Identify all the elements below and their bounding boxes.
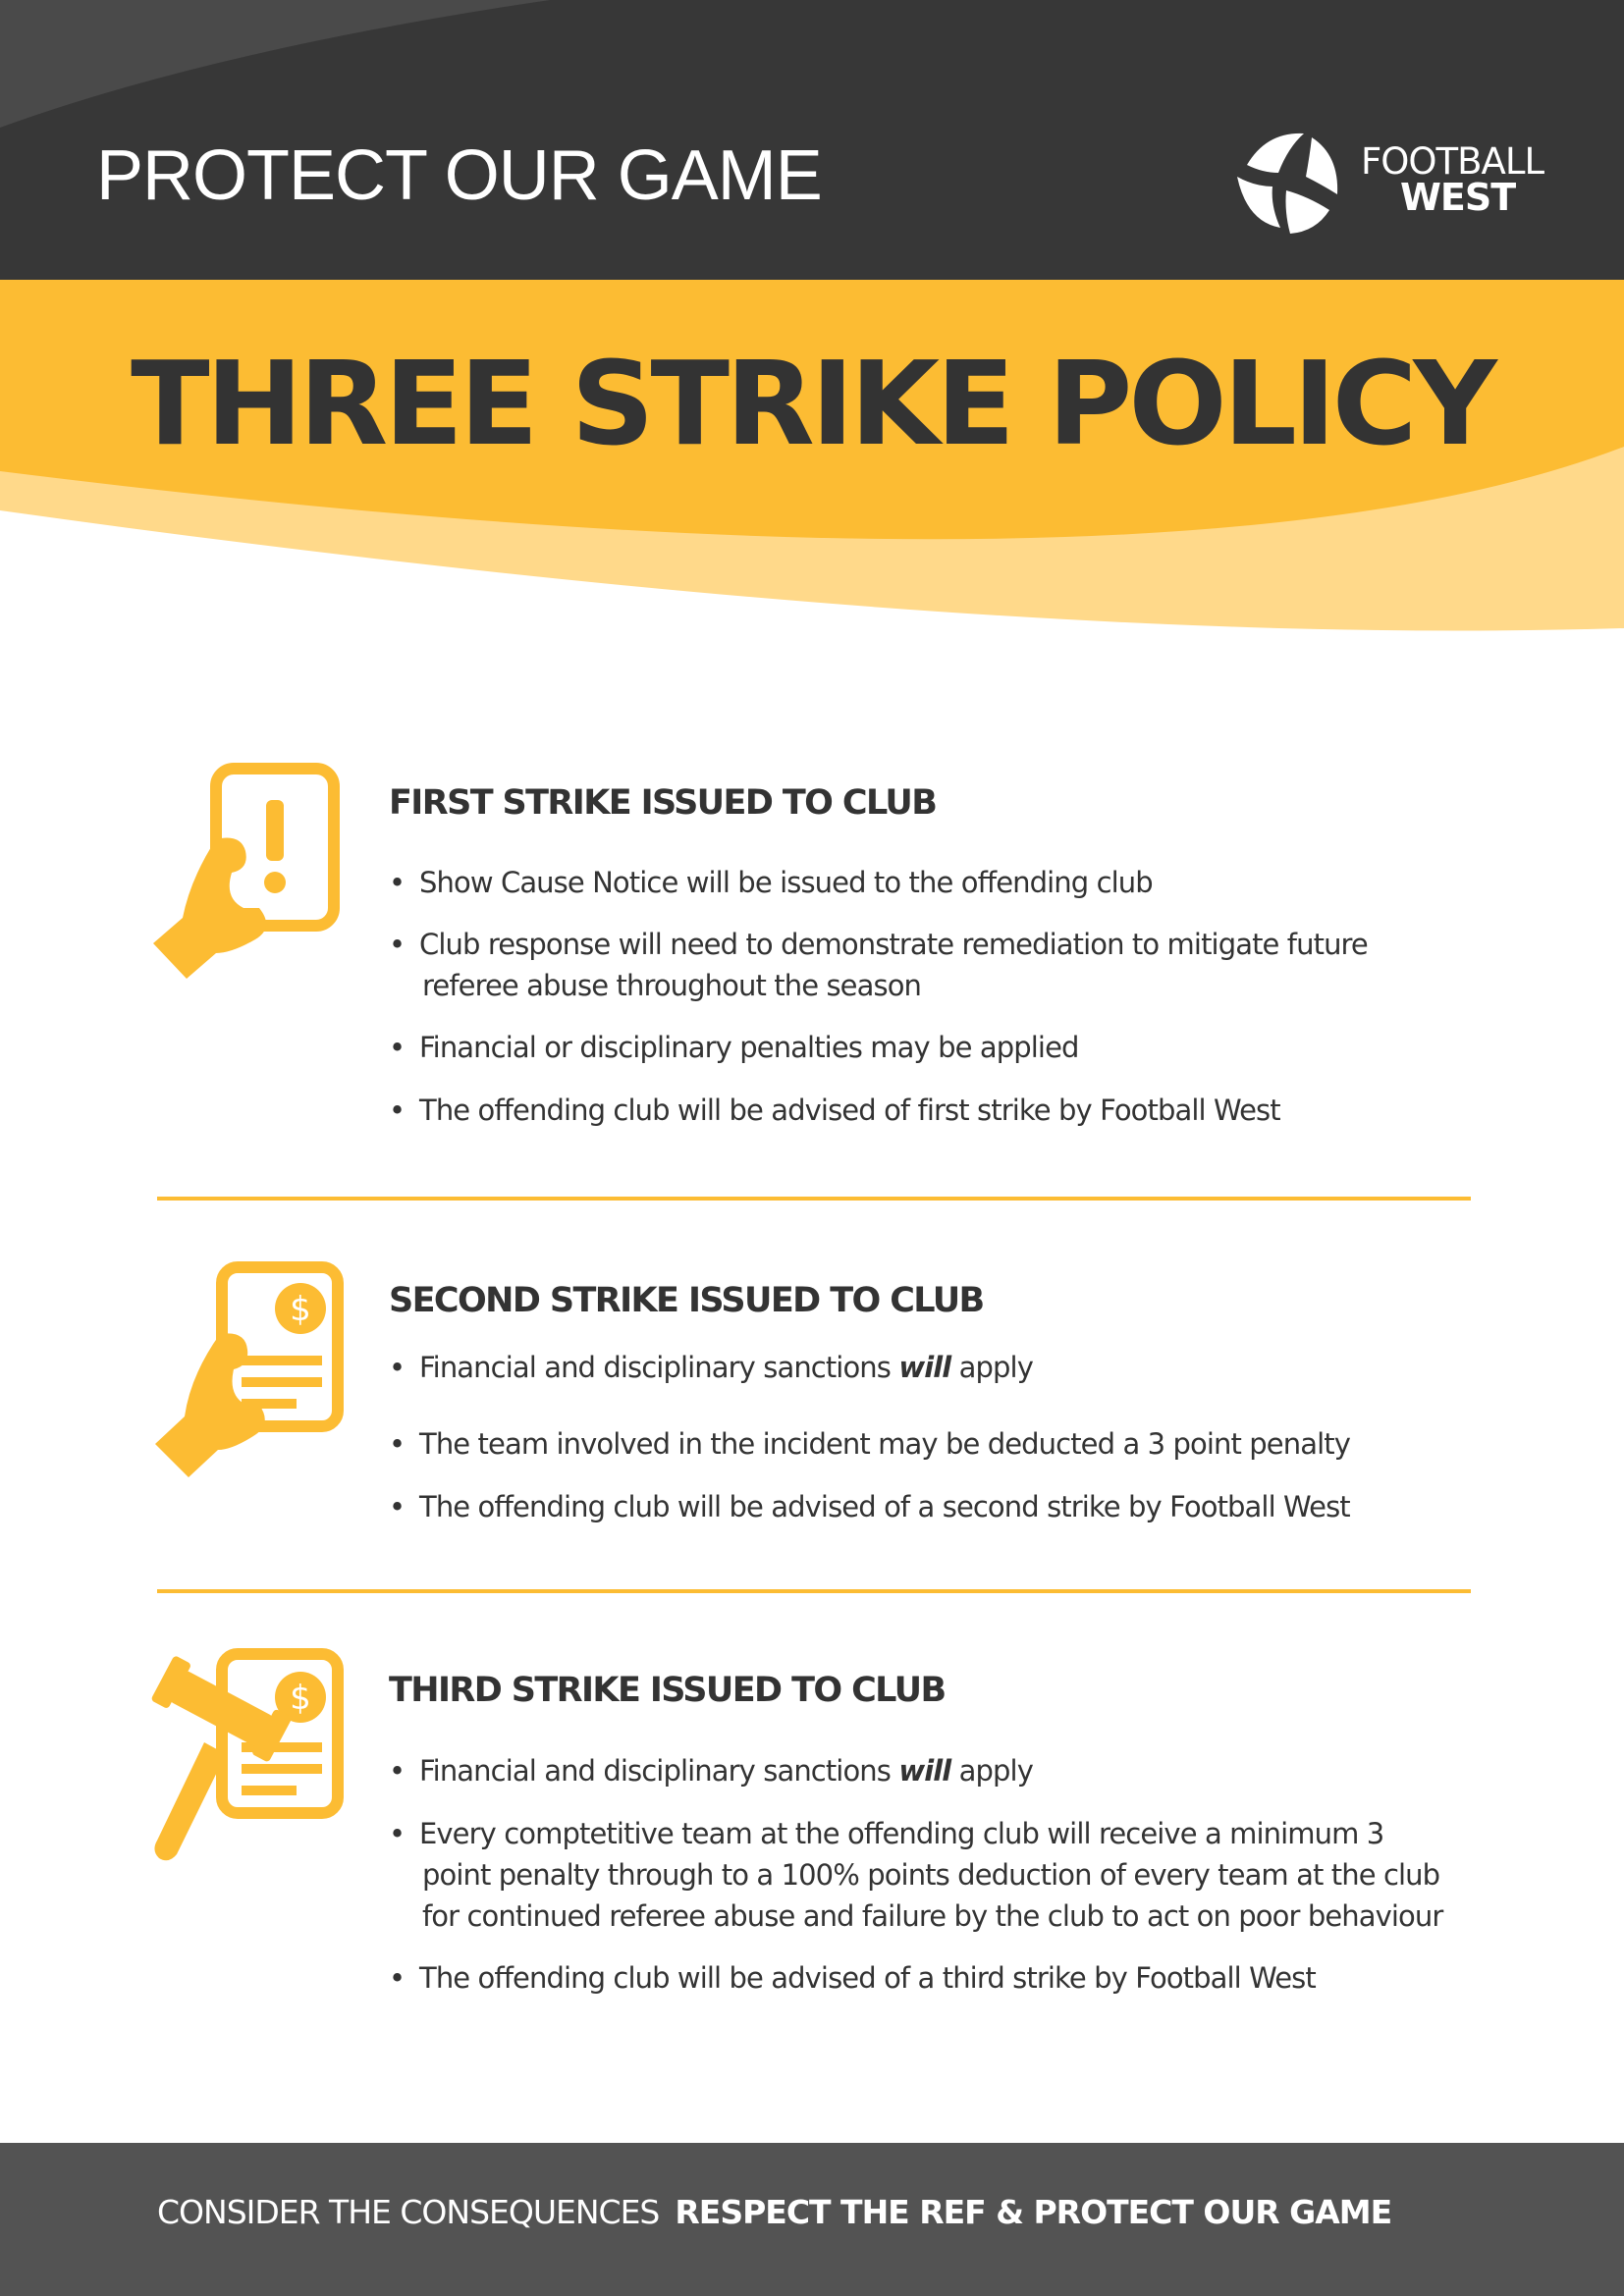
strike-3-bullet-2: • Every comptetitive team at the offending club will receive a minimum 3 point penalty through to a 100% points deduction of every team at the club for continued referee abuse and failure by the club to act on poor behaviour	[389, 1817, 1443, 1933]
strike-2-bullet-2: • The team involved in the incident may be deducted a 3 point penalty	[389, 1427, 1350, 1461]
svg-text:$: $	[290, 1290, 311, 1329]
svg-text:$: $	[290, 1679, 311, 1718]
section-divider	[157, 1197, 1471, 1201]
strike-1-bullet-2: • Club response will need to demonstrate remediation to mitigate future referee abuse throughout the season	[389, 928, 1368, 1002]
section-divider	[157, 1589, 1471, 1593]
hand-holding-warning-card-icon	[147, 761, 353, 987]
logo-text-football: FOOTBALL	[1361, 140, 1544, 183]
logo-text-west: WEST	[1400, 176, 1516, 219]
strike-2-bullet-1: • Financial and disciplinary sanctions will apply	[389, 1351, 1033, 1384]
policy-title: THREE STRIKE POLICY	[131, 336, 1493, 471]
football-west-emblem	[1227, 130, 1343, 238]
hand-holding-invoice-icon	[147, 1259, 353, 1485]
footer-tagline: CONSIDER THE CONSEQUENCES RESPECT THE REF & PROTECT OUR GAME	[157, 2193, 1392, 2231]
strike-1-heading: FIRST STRIKE ISSUED TO CLUB	[389, 783, 937, 823]
strike-3-bullet-1: • Financial and disciplinary sanctions will apply	[389, 1754, 1033, 1788]
strike-2-bullet-3: • The offending club will be advised of a second strike by Football West	[389, 1490, 1350, 1523]
strike-2-heading: SECOND STRIKE ISSUED TO CLUB	[389, 1281, 984, 1320]
strike-1-bullet-1: • Show Cause Notice will be issued to the offending club	[389, 866, 1153, 899]
strike-1-bullet-4: • The offending club will be advised of first strike by Football West	[389, 1094, 1280, 1127]
strike-3-heading: THIRD STRIKE ISSUED TO CLUB	[389, 1671, 946, 1710]
gavel-invoice-icon	[147, 1646, 353, 1872]
header-title: PROTECT OUR GAME	[96, 136, 822, 215]
strike-3-bullet-3: • The offending club will be advised of a third strike by Football West	[389, 1961, 1316, 1995]
strike-1-bullet-3: • Financial or disciplinary penalties may be applied	[389, 1031, 1079, 1064]
